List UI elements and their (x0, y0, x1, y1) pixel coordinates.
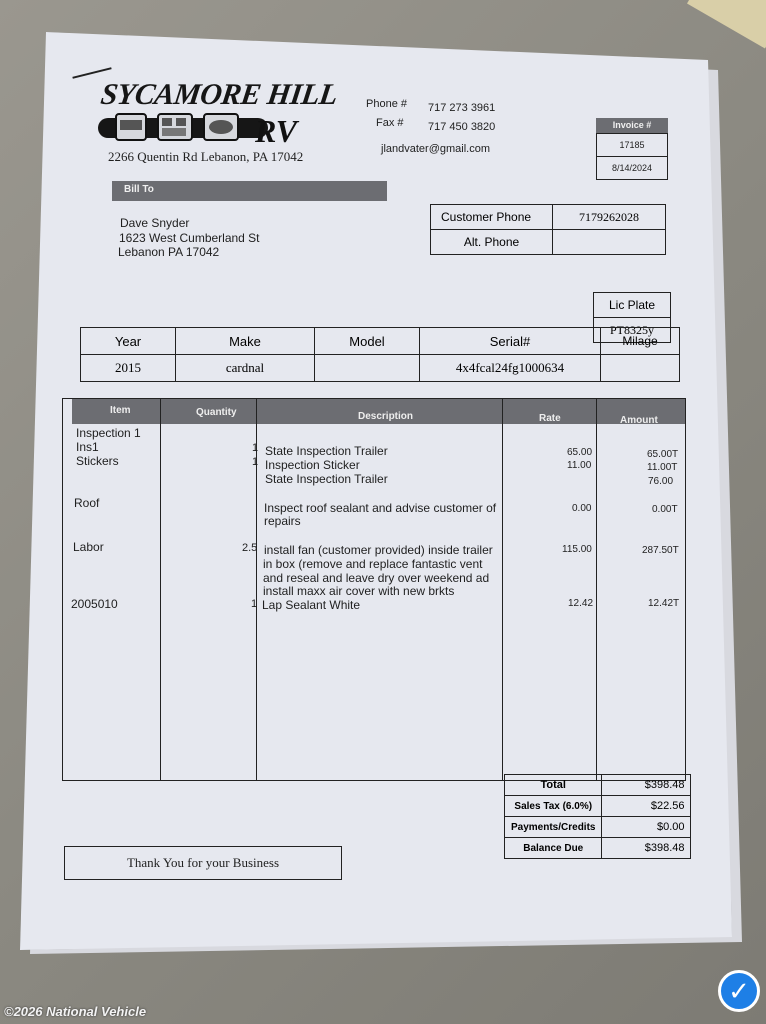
invoice-date: 8/14/2024 (596, 157, 668, 180)
row-item: Stickers (76, 454, 119, 468)
header-description: Description (358, 411, 414, 422)
alt-phone-value (553, 230, 666, 255)
alt-phone-label: Alt. Phone (431, 230, 553, 255)
row-rate: 65.00 (567, 447, 593, 458)
row-amount: 76.00 (648, 476, 674, 487)
vehicle-header-serial: Serial# (420, 328, 601, 355)
total-label: Total (505, 775, 602, 796)
col-divider (596, 398, 597, 781)
vehicle-header-model: Model (315, 328, 420, 355)
row-amount: 0.00T (652, 504, 678, 515)
watermark-text: ©2026 National Vehicle (4, 1004, 147, 1019)
header-rate: Rate (539, 413, 561, 424)
col-divider (502, 398, 503, 781)
row-item: Labor (73, 540, 104, 554)
verified-check-icon[interactable]: ✓ (718, 970, 760, 1012)
lic-plate-value: PT8325y (594, 318, 671, 343)
row-item: 2005010 (71, 597, 118, 611)
bill-to-street: 1623 West Cumberland St (119, 231, 260, 245)
col-divider (160, 398, 161, 781)
vehicle-serial: 4x4fcal24fg1000634 (420, 355, 601, 382)
bill-to-header (112, 181, 387, 201)
row-item: Ins1 (76, 440, 99, 454)
vehicle-header-year: Year (81, 328, 176, 355)
company-logo-text: SYCAMORE HILL (98, 78, 340, 111)
balance-due-label: Balance Due (505, 838, 602, 859)
phone-label: Phone # (366, 98, 407, 110)
bill-to-city: Lebanon PA 17042 (118, 245, 220, 259)
row-desc: Inspection Sticker (265, 458, 360, 472)
header-quantity: Quantity (196, 407, 237, 418)
row-amount: 11.00T (647, 462, 678, 473)
row-item: Inspection 1 (76, 426, 141, 440)
row-desc: State Inspection Trailer (265, 444, 388, 458)
payments-label: Payments/Credits (505, 817, 602, 838)
invoice-number: 17185 (596, 133, 668, 157)
sales-tax-value: $22.56 (602, 796, 691, 817)
company-address: 2266 Quentin Rd Lebanon, PA 17042 (108, 149, 304, 164)
vehicle-year: 2015 (81, 355, 176, 382)
contact-table (430, 204, 666, 255)
row-desc: repairs (264, 514, 301, 528)
phone-number: 717 273 3961 (428, 102, 496, 114)
fax-label: Fax # (376, 117, 404, 129)
row-amount: 12.42T (648, 598, 680, 609)
vehicle-make: cardnal (176, 355, 315, 382)
row-desc: Lap Sealant White (262, 598, 361, 612)
row-desc: Inspect roof sealant and advise customer of (264, 501, 497, 515)
customer-phone-value: 7179262028 (553, 205, 666, 230)
fax-number: 717 450 3820 (428, 121, 496, 133)
row-rate: 12.42 (568, 598, 594, 609)
company-logo-rv: RV (255, 113, 298, 149)
company-email: jlandvater@gmail.com (381, 143, 490, 155)
total-value: $398.48 (602, 775, 691, 796)
company-logo (98, 112, 333, 144)
sales-tax-label: Sales Tax (6.0%) (505, 796, 602, 817)
row-rate: 11.00 (567, 460, 592, 471)
milage-label: Milage (601, 328, 680, 355)
thank-you-box (64, 846, 342, 880)
milage-value (601, 355, 680, 382)
row-qty: 1 (252, 456, 259, 468)
vehicle-model (315, 355, 420, 382)
totals-table (504, 774, 691, 859)
thank-you-text: Thank You for your Business (126, 855, 280, 870)
row-desc: install maxx air cover with new brkts (263, 584, 455, 598)
row-qty: 2.5 (242, 542, 258, 554)
bill-to-label: Bill To (124, 184, 154, 195)
row-rate: 0.00 (572, 503, 592, 514)
header-amount: Amount (620, 415, 658, 426)
row-amount: 287.50T (642, 545, 679, 556)
header-item: Item (110, 405, 131, 416)
balance-due-value: $398.48 (602, 838, 691, 859)
invoice-box (596, 118, 668, 180)
vehicle-table (80, 327, 680, 382)
row-amount: 65.00T (647, 449, 679, 460)
row-desc: install fan (customer provided) inside trailer (264, 543, 493, 557)
row-desc: in box (remove and replace fantastic vent (263, 557, 483, 571)
payments-value: $0.00 (602, 817, 691, 838)
line-items-table (62, 398, 686, 781)
row-rate: 115.00 (562, 544, 592, 555)
row-qty: 1 (251, 598, 258, 610)
invoice-label: Invoice # (596, 118, 668, 133)
lic-plate-label: Lic Plate (594, 293, 671, 318)
customer-phone-label: Customer Phone (431, 205, 553, 230)
vehicle-header-make: Make (176, 328, 315, 355)
row-desc: and reseal and leave dry over weekend ad (263, 571, 490, 585)
row-item: Roof (74, 496, 100, 510)
row-desc: State Inspection Trailer (265, 472, 388, 486)
bill-to-name: Dave Snyder (120, 216, 190, 230)
row-qty: 1 (252, 442, 259, 454)
